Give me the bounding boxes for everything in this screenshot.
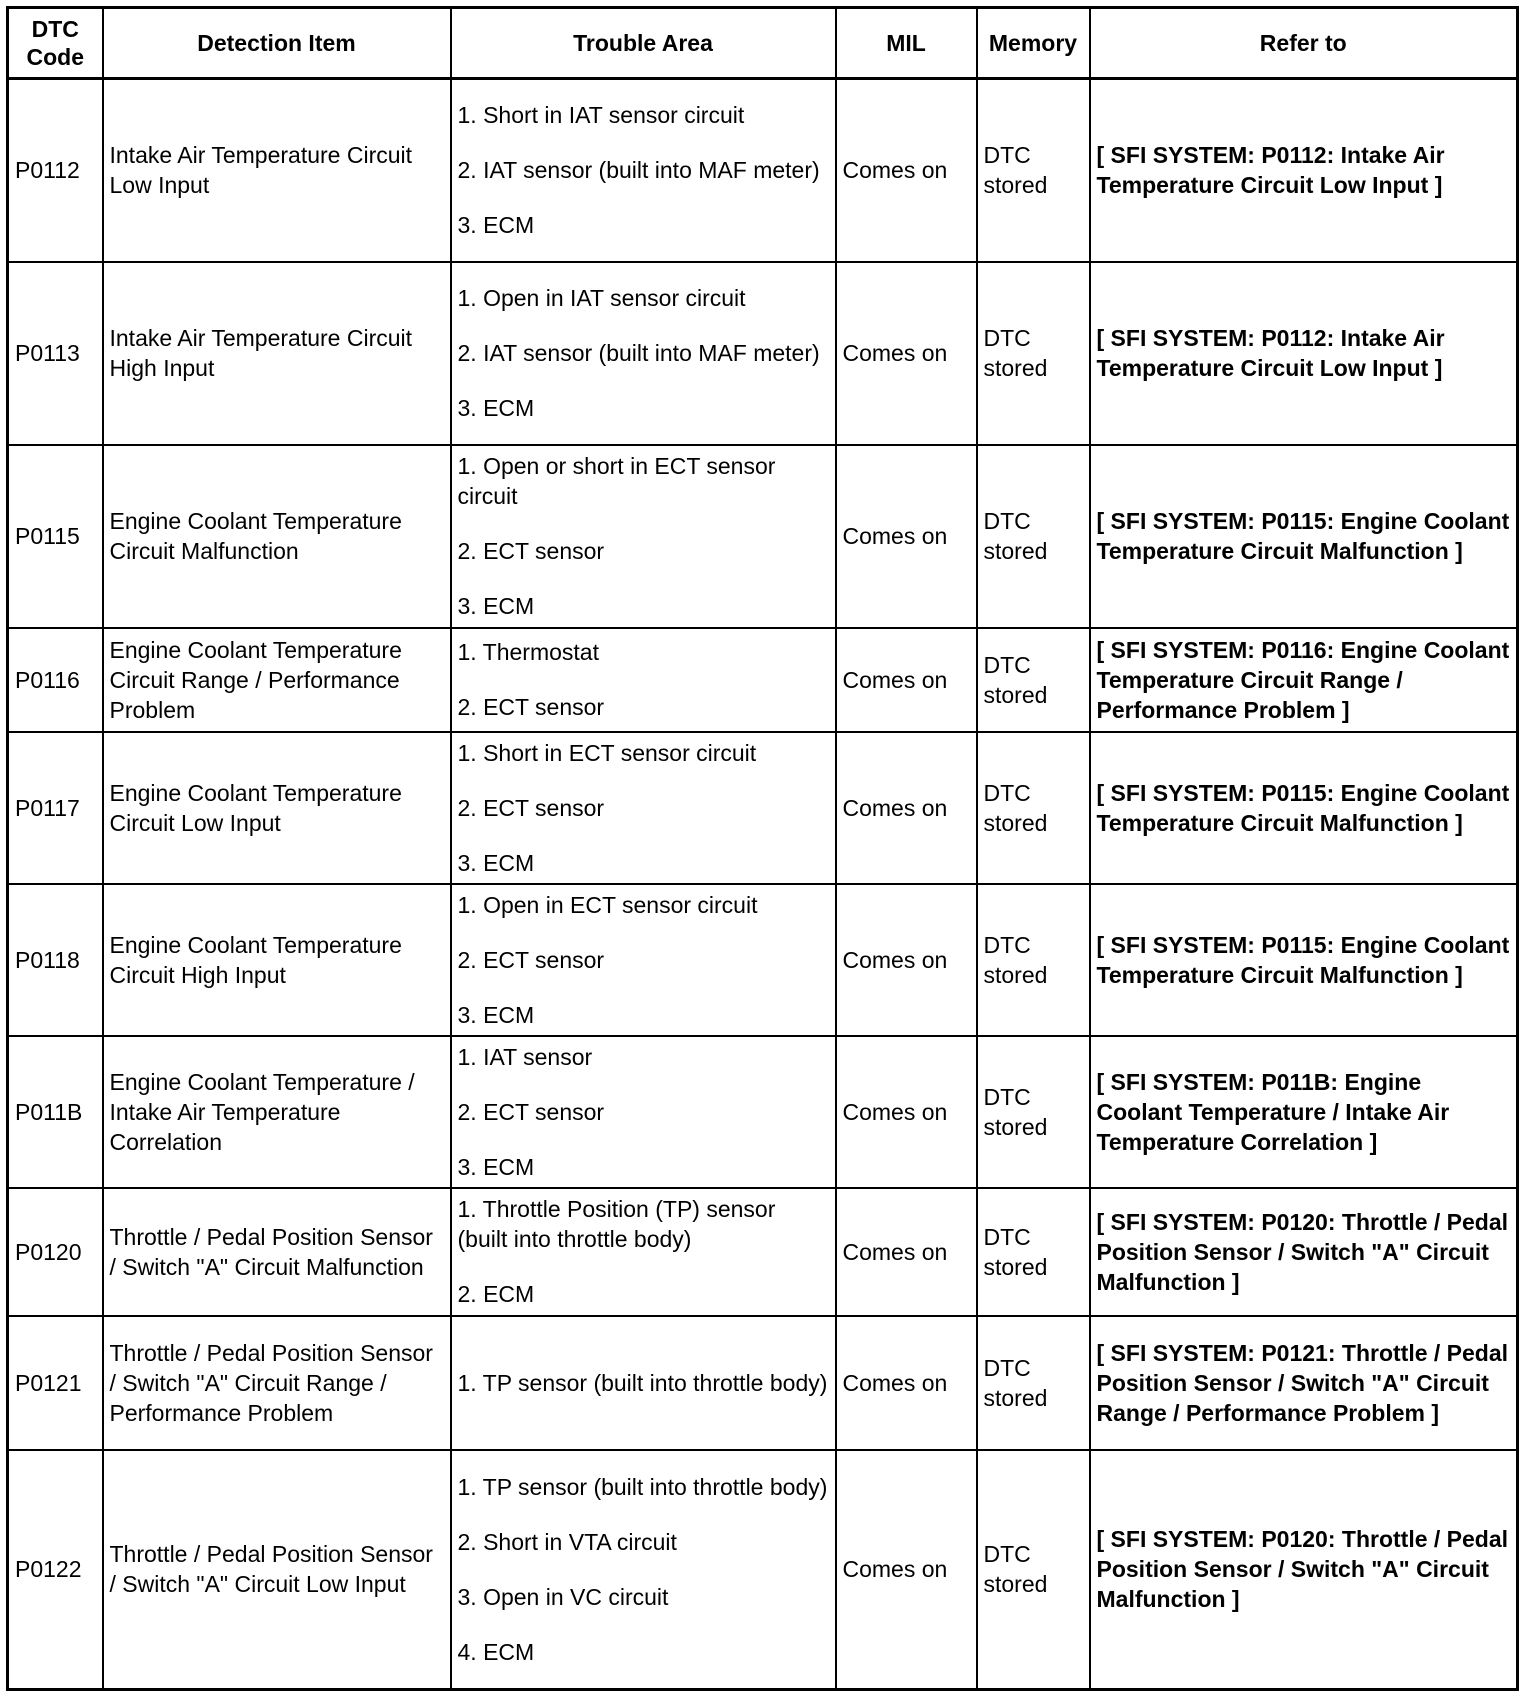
mil-cell: Comes on [836, 628, 977, 732]
mil-cell: Comes on [836, 884, 977, 1036]
refer-to-cell: [ SFI SYSTEM: P011B: Engine Coolant Temperature / Intake Air Temperature Correlation ] [1090, 1036, 1518, 1188]
trouble-area-list [458, 890, 829, 1030]
detection-item-cell: Intake Air Temperature Circuit Low Input [103, 79, 451, 262]
trouble-area-item: 2. ECT sensor [457, 1098, 605, 1125]
trouble-area-cell [451, 262, 836, 445]
refer-to-cell: [ SFI SYSTEM: P0115: Engine Coolant Temperature Circuit Malfunction ] [1090, 732, 1518, 884]
refer-to-cell: [ SFI SYSTEM: P0116: Engine Coolant Temperature Circuit Range / Performance Problem ] [1090, 628, 1518, 732]
memory-cell: DTC stored [977, 628, 1090, 732]
trouble-area-cell [451, 1450, 836, 1690]
dtc-code-cell: P0121 [8, 1316, 103, 1450]
trouble-area-item: 1. Open in IAT sensor circuit [457, 285, 746, 311]
trouble-area-item: 3. Open in VC circuit [457, 1583, 669, 1610]
header-memory: Memory [977, 8, 1090, 79]
dtc-table [6, 6, 1519, 1691]
detection-item-cell: Throttle / Pedal Position Sensor / Switch "A" Circuit Low Input [103, 1450, 451, 1690]
trouble-area-item: 3. ECM [457, 1153, 535, 1180]
detection-item-cell: Throttle / Pedal Position Sensor / Switch "A" Circuit Malfunction [103, 1188, 451, 1316]
trouble-area-item: 3. ECM [457, 849, 535, 876]
refer-to-cell: [ SFI SYSTEM: P0112: Intake Air Temperature Circuit Low Input ] [1090, 79, 1518, 262]
memory-cell: DTC stored [977, 732, 1090, 884]
table-body [8, 79, 1518, 1690]
trouble-area-item: 2. ECM [457, 1281, 535, 1307]
trouble-area-item: 4. ECM [457, 1638, 535, 1665]
table-row [8, 732, 1518, 884]
header-dtc-code: DTC Code [8, 8, 103, 79]
trouble-area-list [458, 637, 829, 722]
trouble-area-cell [451, 732, 836, 884]
mil-cell: Comes on [836, 1188, 977, 1316]
dtc-code-cell: P0118 [8, 884, 103, 1036]
dtc-code-cell: P0120 [8, 1188, 103, 1316]
mil-cell: Comes on [836, 445, 977, 628]
memory-cell: DTC stored [977, 884, 1090, 1036]
detection-item-cell: Engine Coolant Temperature Circuit Range / Performance Problem [103, 628, 451, 732]
trouble-area-item: 2. ECT sensor [457, 538, 605, 564]
refer-to-cell: [ SFI SYSTEM: P0112: Intake Air Temperature Circuit Low Input ] [1090, 262, 1518, 445]
trouble-area-item: 3. ECM [457, 212, 535, 239]
trouble-area-item: 2. IAT sensor (built into MAF meter) [457, 340, 820, 366]
trouble-area-cell [451, 1036, 836, 1188]
dtc-code-cell: P0112 [8, 79, 103, 262]
memory-cell: DTC stored [977, 1450, 1090, 1690]
trouble-area-list [458, 1042, 829, 1182]
trouble-area-item: 1. IAT sensor [457, 1043, 593, 1070]
memory-cell: DTC stored [977, 445, 1090, 628]
trouble-area-item: 2. ECT sensor [457, 946, 605, 973]
mil-cell: Comes on [836, 1450, 977, 1690]
dtc-code-cell: P0116 [8, 628, 103, 732]
trouble-area-item: 1. Open in ECT sensor circuit [457, 891, 758, 918]
detection-item-cell: Engine Coolant Temperature Circuit High Input [103, 884, 451, 1036]
table-row [8, 1036, 1518, 1188]
dtc-table-container [6, 6, 1519, 1691]
table-row [8, 1188, 1518, 1316]
dtc-code-cell: P0113 [8, 262, 103, 445]
trouble-area-item: 2. ECT sensor [457, 694, 605, 720]
detection-item-cell: Engine Coolant Temperature / Intake Air Temperature Correlation [103, 1036, 451, 1188]
refer-to-cell: [ SFI SYSTEM: P0115: Engine Coolant Temperature Circuit Malfunction ] [1090, 445, 1518, 628]
mil-cell: Comes on [836, 732, 977, 884]
header-refer-to: Refer to [1090, 8, 1518, 79]
trouble-area-cell [451, 884, 836, 1036]
trouble-area-item: 2. ECT sensor [457, 794, 605, 821]
trouble-area-item: 1. Thermostat [457, 639, 599, 665]
trouble-area-list [458, 451, 829, 621]
trouble-area-item: 1. Open or short in ECT sensor circuit [457, 453, 776, 509]
trouble-area-item: 1. TP sensor (built into throttle body) [457, 1473, 828, 1500]
trouble-area-item: 3. ECM [457, 1001, 535, 1028]
trouble-area-item: 1. TP sensor (built into throttle body) [457, 1369, 828, 1396]
refer-to-cell: [ SFI SYSTEM: P0120: Throttle / Pedal Position Sensor / Switch "A" Circuit Malfunction ] [1090, 1188, 1518, 1316]
memory-cell: DTC stored [977, 1036, 1090, 1188]
table-row [8, 1450, 1518, 1690]
table-row [8, 79, 1518, 262]
trouble-area-cell [451, 79, 836, 262]
trouble-area-list [458, 1472, 829, 1667]
table-row [8, 628, 1518, 732]
detection-item-cell: Engine Coolant Temperature Circuit Malfunction [103, 445, 451, 628]
detection-item-cell: Intake Air Temperature Circuit High Input [103, 262, 451, 445]
trouble-area-cell [451, 445, 836, 628]
mil-cell: Comes on [836, 262, 977, 445]
table-row [8, 884, 1518, 1036]
refer-to-cell: [ SFI SYSTEM: P0120: Throttle / Pedal Position Sensor / Switch "A" Circuit Malfunction ] [1090, 1450, 1518, 1690]
trouble-area-item: 1. Throttle Position (TP) sensor (built into throttle body) [457, 1196, 776, 1252]
memory-cell: DTC stored [977, 1188, 1090, 1316]
table-row [8, 1316, 1518, 1450]
detection-item-cell: Engine Coolant Temperature Circuit Low Input [103, 732, 451, 884]
table-row [8, 262, 1518, 445]
dtc-code-cell: P0115 [8, 445, 103, 628]
trouble-area-list [458, 100, 829, 240]
trouble-area-item: 3. ECM [457, 395, 535, 421]
refer-to-cell: [ SFI SYSTEM: P0121: Throttle / Pedal Position Sensor / Switch "A" Circuit Range / Performance Problem ] [1090, 1316, 1518, 1450]
mil-cell: Comes on [836, 1036, 977, 1188]
dtc-code-cell: P011B [8, 1036, 103, 1188]
trouble-area-item: 1. Short in ECT sensor circuit [457, 739, 757, 766]
memory-cell: DTC stored [977, 79, 1090, 262]
table-row [8, 445, 1518, 628]
trouble-area-cell [451, 628, 836, 732]
detection-item-cell: Throttle / Pedal Position Sensor / Switch "A" Circuit Range / Performance Problem [103, 1316, 451, 1450]
trouble-area-list [458, 1194, 829, 1309]
header-trouble-area: Trouble Area [451, 8, 836, 79]
header-detection-item: Detection Item [103, 8, 451, 79]
trouble-area-list [458, 738, 829, 878]
trouble-area-cell [451, 1188, 836, 1316]
memory-cell: DTC stored [977, 1316, 1090, 1450]
trouble-area-item: 3. ECM [457, 593, 535, 619]
mil-cell: Comes on [836, 79, 977, 262]
refer-to-cell: [ SFI SYSTEM: P0115: Engine Coolant Temperature Circuit Malfunction ] [1090, 884, 1518, 1036]
trouble-area-item: 2. IAT sensor (built into MAF meter) [457, 157, 820, 184]
dtc-code-cell: P0117 [8, 732, 103, 884]
table-header-row [8, 8, 1518, 79]
dtc-code-cell: P0122 [8, 1450, 103, 1690]
trouble-area-cell [451, 1316, 836, 1450]
memory-cell: DTC stored [977, 262, 1090, 445]
trouble-area-item: 2. Short in VTA circuit [457, 1528, 677, 1555]
trouble-area-list [458, 1368, 829, 1398]
mil-cell: Comes on [836, 1316, 977, 1450]
trouble-area-list [458, 283, 829, 423]
trouble-area-item: 1. Short in IAT sensor circuit [457, 102, 745, 129]
header-mil: MIL [836, 8, 977, 79]
